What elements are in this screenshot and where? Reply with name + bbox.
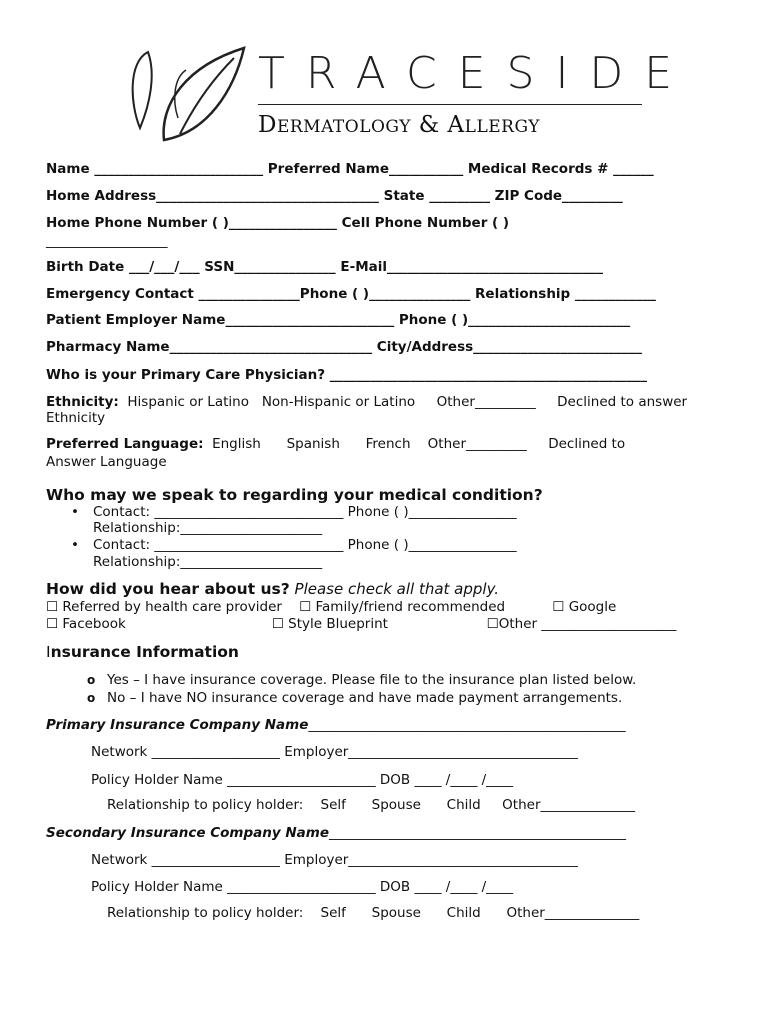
language-label: Preferred Language: xyxy=(46,436,204,452)
secondary-holder-row[interactable]: Policy Holder Name ______________________ DOB ____ /____ /____ xyxy=(91,879,514,895)
logo-divider xyxy=(258,104,642,105)
language-options[interactable]: English Spanish French Other_________ Declined to xyxy=(203,436,626,452)
logo-subtitle: DERMATOLOGY & ALLERGY xyxy=(258,112,540,138)
phone-row-continuation[interactable]: __________________ xyxy=(46,233,168,249)
ethnicity-wrap: Ethnicity xyxy=(46,410,106,426)
primary-network-row[interactable]: Network ___________________ Employer__________________________________ xyxy=(91,744,578,760)
pharmacy-row[interactable]: Pharmacy Name______________________________ City/Address_________________________ xyxy=(46,339,642,355)
insurance-yes-option[interactable]: o Yes – I have insurance coverage. Please file to the insurance plan listed below. xyxy=(107,672,636,688)
ethnicity-row[interactable] xyxy=(46,394,687,410)
address-row[interactable]: Home Address_________________________________ State _________ ZIP Code_________ xyxy=(46,188,623,204)
secondary-network-row[interactable]: Network ___________________ Employer__________________________________ xyxy=(91,852,578,868)
leaf-logo-icon xyxy=(126,44,254,144)
hear-options-row-2[interactable]: ☐ Facebook ☐ Style Blueprint ☐Other ____________________ xyxy=(46,616,677,632)
insurance-heading: Insurance Information xyxy=(46,643,239,661)
birthdate-row[interactable]: Birth Date ___/___/___ SSN_______________ E-Mail________________________________ xyxy=(46,259,603,275)
speak-heading: Who may we speak to regarding your medical condition? xyxy=(46,486,543,504)
language-row[interactable] xyxy=(46,436,625,452)
employer-row[interactable]: Patient Employer Name_________________________ Phone ( )________________________ xyxy=(46,312,631,328)
primary-holder-row[interactable]: Policy Holder Name ______________________ DOB ____ /____ /____ xyxy=(91,772,514,788)
name-row[interactable]: Name _________________________ Preferred Name___________ Medical Records # ______ xyxy=(46,161,654,177)
contact-1-row[interactable]: • Contact: ____________________________ Phone ( )________________ xyxy=(93,504,517,520)
primary-insurance-row[interactable]: Primary Insurance Company Name_______________________________________________ xyxy=(46,717,626,733)
primary-care-row[interactable]: Who is your Primary Care Physician? _______________________________________________ xyxy=(46,367,648,383)
language-wrap: Answer Language xyxy=(46,454,167,470)
secondary-insurance-row[interactable]: Secondary Insurance Company Name____________________________________________ xyxy=(46,825,626,841)
primary-relationship-row[interactable]: Relationship to policy holder: Self Spouse Child Other______________ xyxy=(107,797,636,813)
hear-heading: How did you hear about us? Please check all that apply. xyxy=(46,580,500,598)
contact-2-row[interactable]: • Contact: ____________________________ Phone ( )________________ xyxy=(93,537,517,553)
ethnicity-label: Ethnicity: xyxy=(46,394,119,410)
relationship-1-row[interactable]: Relationship:_____________________ xyxy=(93,520,323,536)
relationship-2-row[interactable]: Relationship:_____________________ xyxy=(93,554,323,570)
secondary-relationship-row[interactable]: Relationship to policy holder: Self Spouse Child Other______________ xyxy=(107,905,640,921)
logo-wordmark: TRACESIDE xyxy=(258,48,694,99)
insurance-no-option[interactable]: o No – I have NO insurance coverage and have made payment arrangements. xyxy=(107,690,622,706)
emergency-contact-row[interactable]: Emergency Contact _______________Phone ( )_______________ Relationship ____________ xyxy=(46,286,656,302)
phone-row[interactable]: Home Phone Number ( )________________ Cell Phone Number ( ) xyxy=(46,215,510,231)
hear-options-row-1[interactable]: ☐ Referred by health care provider ☐ Family/friend recommended ☐ Google xyxy=(46,599,617,615)
ethnicity-options[interactable]: Hispanic or Latino Non-Hispanic or Latino Other_________ Declined to answer xyxy=(118,394,688,410)
